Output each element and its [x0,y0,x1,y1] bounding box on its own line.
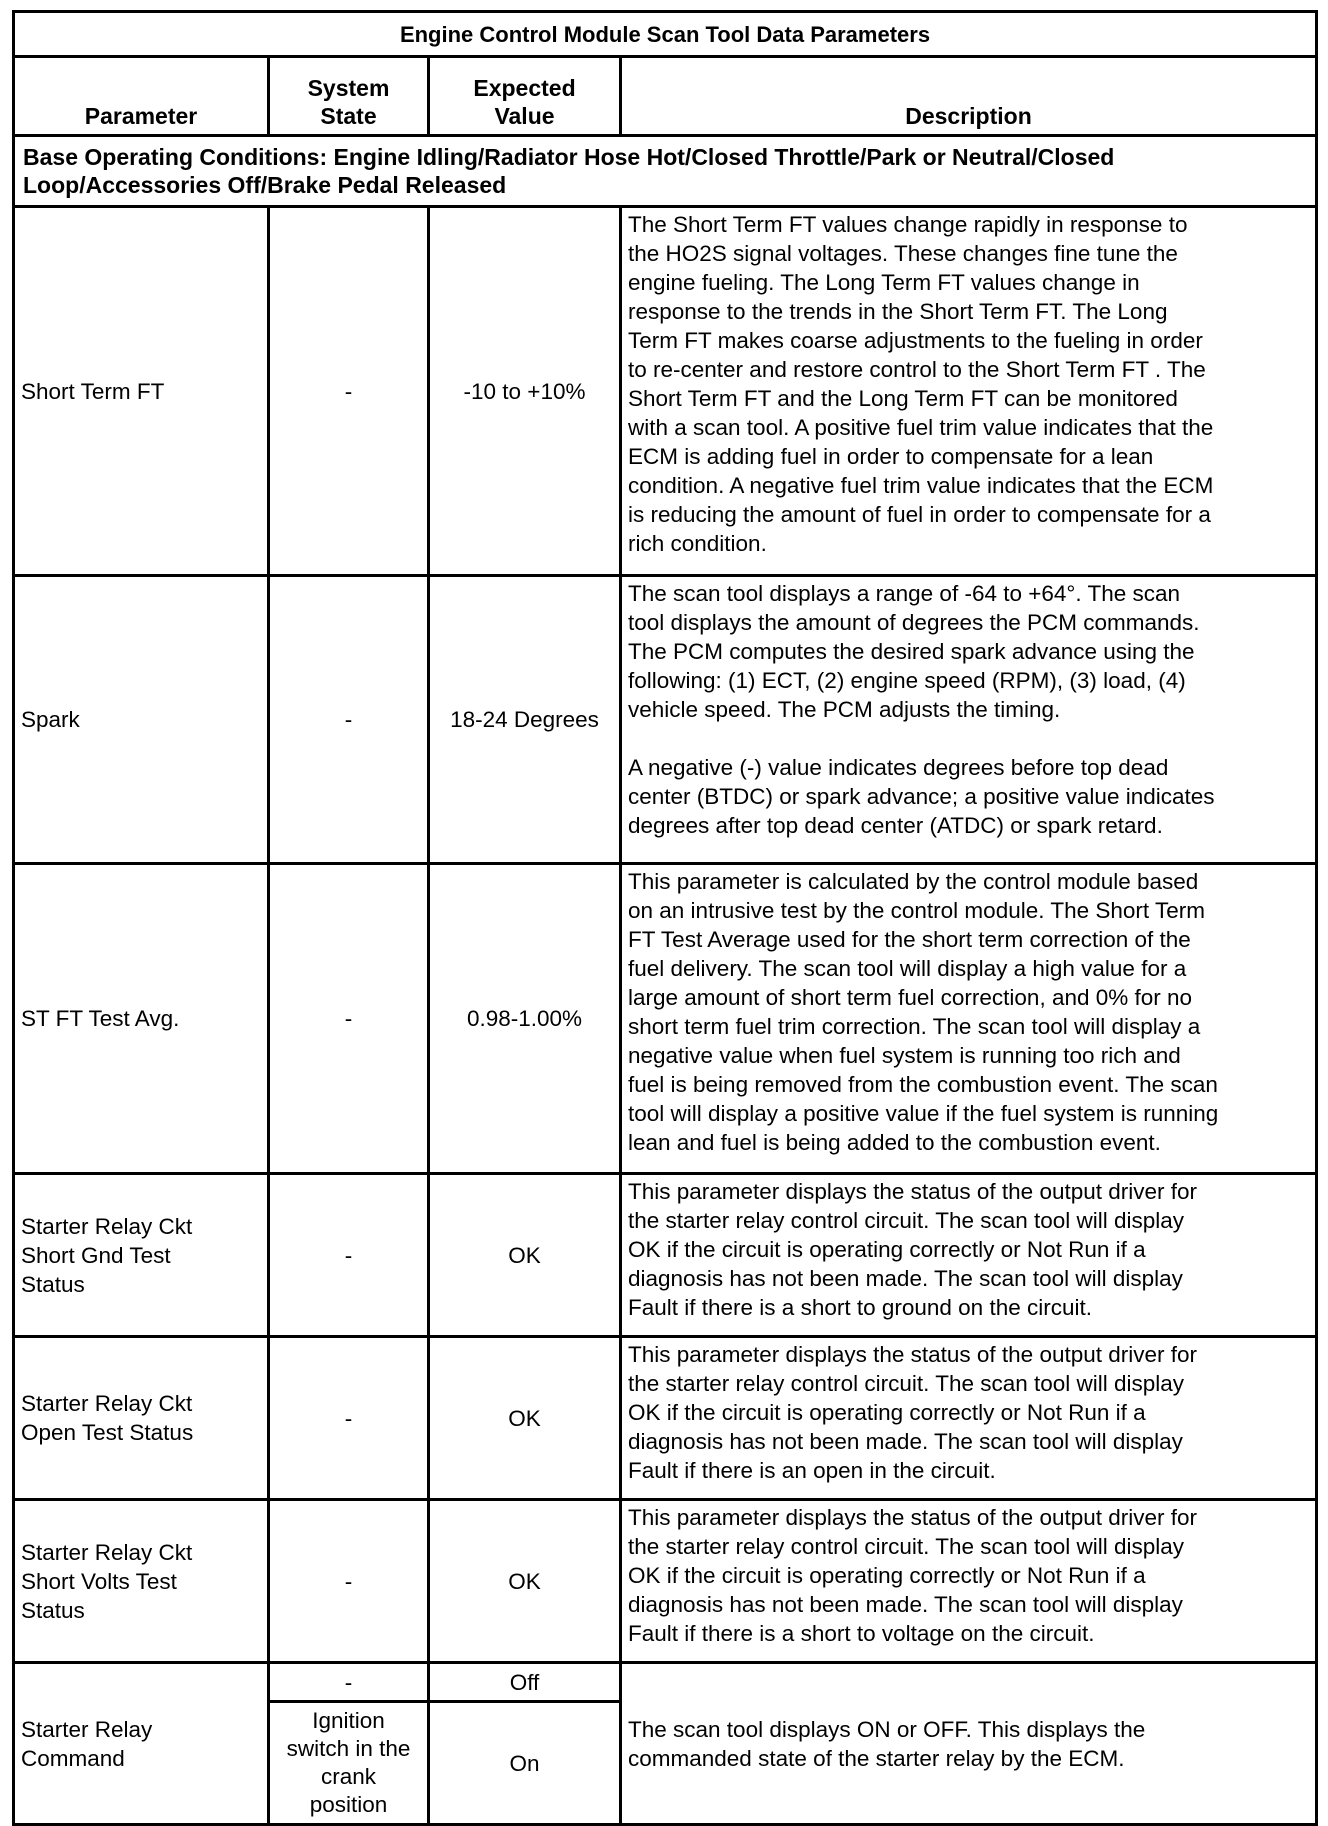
header-parameter: Parameter [14,57,269,136]
system-state: Ignition switch in the crank position [269,1702,429,1825]
expected-value: OK [429,1174,621,1337]
base-operating-conditions: Base Operating Conditions: Engine Idling/Radiator Hose Hot/Closed Throttle/Park or Neutral/Closed Loop/Accessories Off/Brake Pedal Released [14,136,1317,207]
table-row [14,1663,1317,1702]
expected-value: On [429,1702,621,1825]
table-row [14,576,1317,864]
description-cell [621,1174,1317,1337]
system-state: - [269,576,429,864]
description-cell [621,576,1317,864]
header-expected-value: Expected Value [429,57,621,136]
description-cell [621,1500,1317,1663]
table-row [14,1500,1317,1663]
system-state: - [269,207,429,576]
description-text: This parameter is calculated by the control module based on an intrusive test by the control module. The Short Term FT Test Average used for the short term correction of the fuel delivery. The scan tool will display a high value for a large amount of short term fuel correction, and 0% for no short term fuel trim correction. The scan tool will display a negative value when fuel system is running too rich and fuel is being removed from the combustion event. The scan tool will display a positive value if the fuel system is running lean and fuel is being added to the combustion event. [628,869,1219,1155]
description-cell [621,1337,1317,1500]
parameter-name: Short Term FT [14,207,269,576]
description-text: This parameter displays the status of the output driver for the starter relay control circuit. The scan tool will display OK if the circuit is operating correctly or Not Run if a diagnosis has not been made. The scan tool will display Fault if there is a short to voltage on the circuit. [628,1505,1198,1646]
system-state: - [269,1663,429,1702]
expected-value: -10 to +10% [429,207,621,576]
parameter-name: Starter Relay Ckt Open Test Status [14,1337,269,1500]
expected-value: Off [429,1663,621,1702]
expected-value: OK [429,1337,621,1500]
description-cell [621,207,1317,576]
parameter-name: ST FT Test Avg. [14,864,269,1174]
parameter-name: Starter Relay Command [14,1663,269,1825]
description-text: The scan tool displays ON or OFF. This displays the commanded state of the starter relay by the ECM. [621,1663,1317,1825]
header-description: Description [621,57,1317,136]
system-state: - [269,1500,429,1663]
parameter-name: Starter Relay Ckt Short Volts Test Status [14,1500,269,1663]
description-text: The scan tool displays a range of -64 to +64°. The scan tool displays the amount of degrees the PCM commands. The PCM computes the desired spark advance using the following: (1) ECT, (2) engine speed (RPM), (3) load, (4) vehicle speed. The PCM adjusts the timing. [628,581,1200,722]
expected-value: OK [429,1500,621,1663]
expected-value: 18-24 Degrees [429,576,621,864]
parameter-name: Starter Relay Ckt Short Gnd Test Status [14,1174,269,1337]
description-text: This parameter displays the status of the output driver for the starter relay control circuit. The scan tool will display OK if the circuit is operating correctly or Not Run if a diagnosis has not been made. The scan tool will display Fault if there is a short to ground on the circuit. [628,1179,1198,1320]
system-state: - [269,864,429,1174]
description-text: This parameter displays the status of the output driver for the starter relay control circuit. The scan tool will display OK if the circuit is operating correctly or Not Run if a diagnosis has not been made. The scan tool will display Fault if there is an open in the circuit. [628,1342,1198,1483]
table-row [14,864,1317,1174]
expected-value: 0.98-1.00% [429,864,621,1174]
table-row [14,207,1317,576]
table-row [14,1337,1317,1500]
table-row [14,1174,1317,1337]
system-state: - [269,1174,429,1337]
system-state: - [269,1337,429,1500]
description-text-2: A negative (-) value indicates degrees before top dead center (BTDC) or spark advance; a positive value indicates degrees after top dead center (ATDC) or spark retard. [628,755,1215,838]
table-title: Engine Control Module Scan Tool Data Parameters [14,12,1317,57]
description-text: The Short Term FT values change rapidly in response to the HO2S signal voltages. These changes fine tune the engine fueling. The Long Term FT values change in response to the trends in the Short Term FT. The Long Term FT makes coarse adjustments to the fueling in order to re-center and restore control to the Short Term FT . The Short Term FT and the Long Term FT can be monitored with a scan tool. A positive fuel trim value indicates that the ECM is adding fuel in order to compensate for a lean condition. A negative fuel trim value indicates that the ECM is reducing the amount of fuel in order to compensate for a rich condition. [628,212,1214,556]
scan-tool-parameters-table [12,10,1318,1826]
header-system-state: System State [269,57,429,136]
description-cell [621,864,1317,1174]
parameter-name: Spark [14,576,269,864]
